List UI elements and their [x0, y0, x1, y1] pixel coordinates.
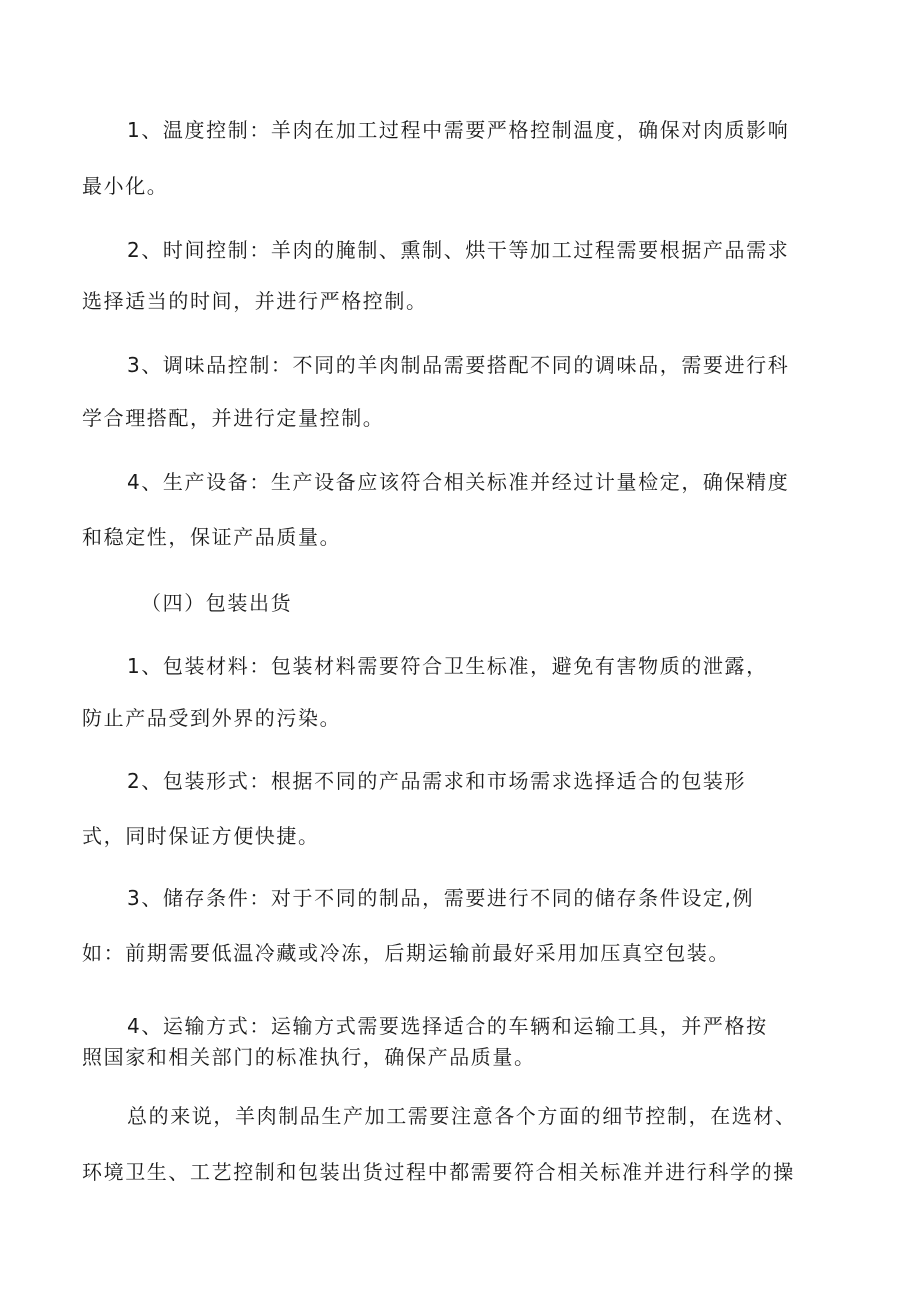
- text-line: 1、温度控制：羊肉在加工过程中需要严格控制温度，确保对肉质影响: [127, 118, 790, 142]
- text-line: 2、时间控制：羊肉的腌制、熏制、烘干等加工过程需要根据产品需求: [127, 238, 790, 262]
- text-line: 和稳定性，保证产品质量。: [82, 525, 342, 549]
- text-line: 3、调味品控制：不同的羊肉制品需要搭配不同的调味品，需要进行科: [127, 353, 790, 377]
- text-line: 防止产品受到外界的污染。: [82, 706, 342, 730]
- text-line: 1、包装材料：包装材料需要符合卫生标准，避免有害物质的泄露，: [127, 654, 768, 678]
- text-line: 学合理搭配，并进行定量控制。: [82, 406, 385, 430]
- text-line: 4、运输方式：运输方式需要选择适合的车辆和运输工具，并严格按: [127, 1014, 768, 1038]
- text-line: 选择适当的时间，并进行严格控制。: [82, 289, 428, 313]
- section-heading: （四）包装出货: [141, 591, 293, 615]
- text-line: 2、包装形式：根据不同的产品需求和市场需求选择适合的包装形: [127, 769, 747, 793]
- text-line: 最小化。: [82, 174, 169, 198]
- text-line: 3、储存条件：对于不同的制品，需要进行不同的储存条件设定,例: [127, 886, 755, 910]
- text-line: 总的来说，羊肉制品生产加工需要注意各个方面的细节控制，在选材、: [127, 1104, 797, 1128]
- text-line: 照国家和相关部门的标准执行，确保产品质量。: [82, 1045, 536, 1069]
- text-line: 式，同时保证方便快捷。: [82, 824, 320, 848]
- text-line: 4、生产设备：生产设备应该符合相关标准并经过计量检定，确保精度: [127, 470, 790, 494]
- text-line: 如：前期需要低温冷藏或冷冻，后期运输前最好采用加压真空包装。: [82, 941, 730, 965]
- text-line: 环境卫生、工艺控制和包装出货过程中都需要符合相关标准并进行科学的操: [82, 1160, 795, 1184]
